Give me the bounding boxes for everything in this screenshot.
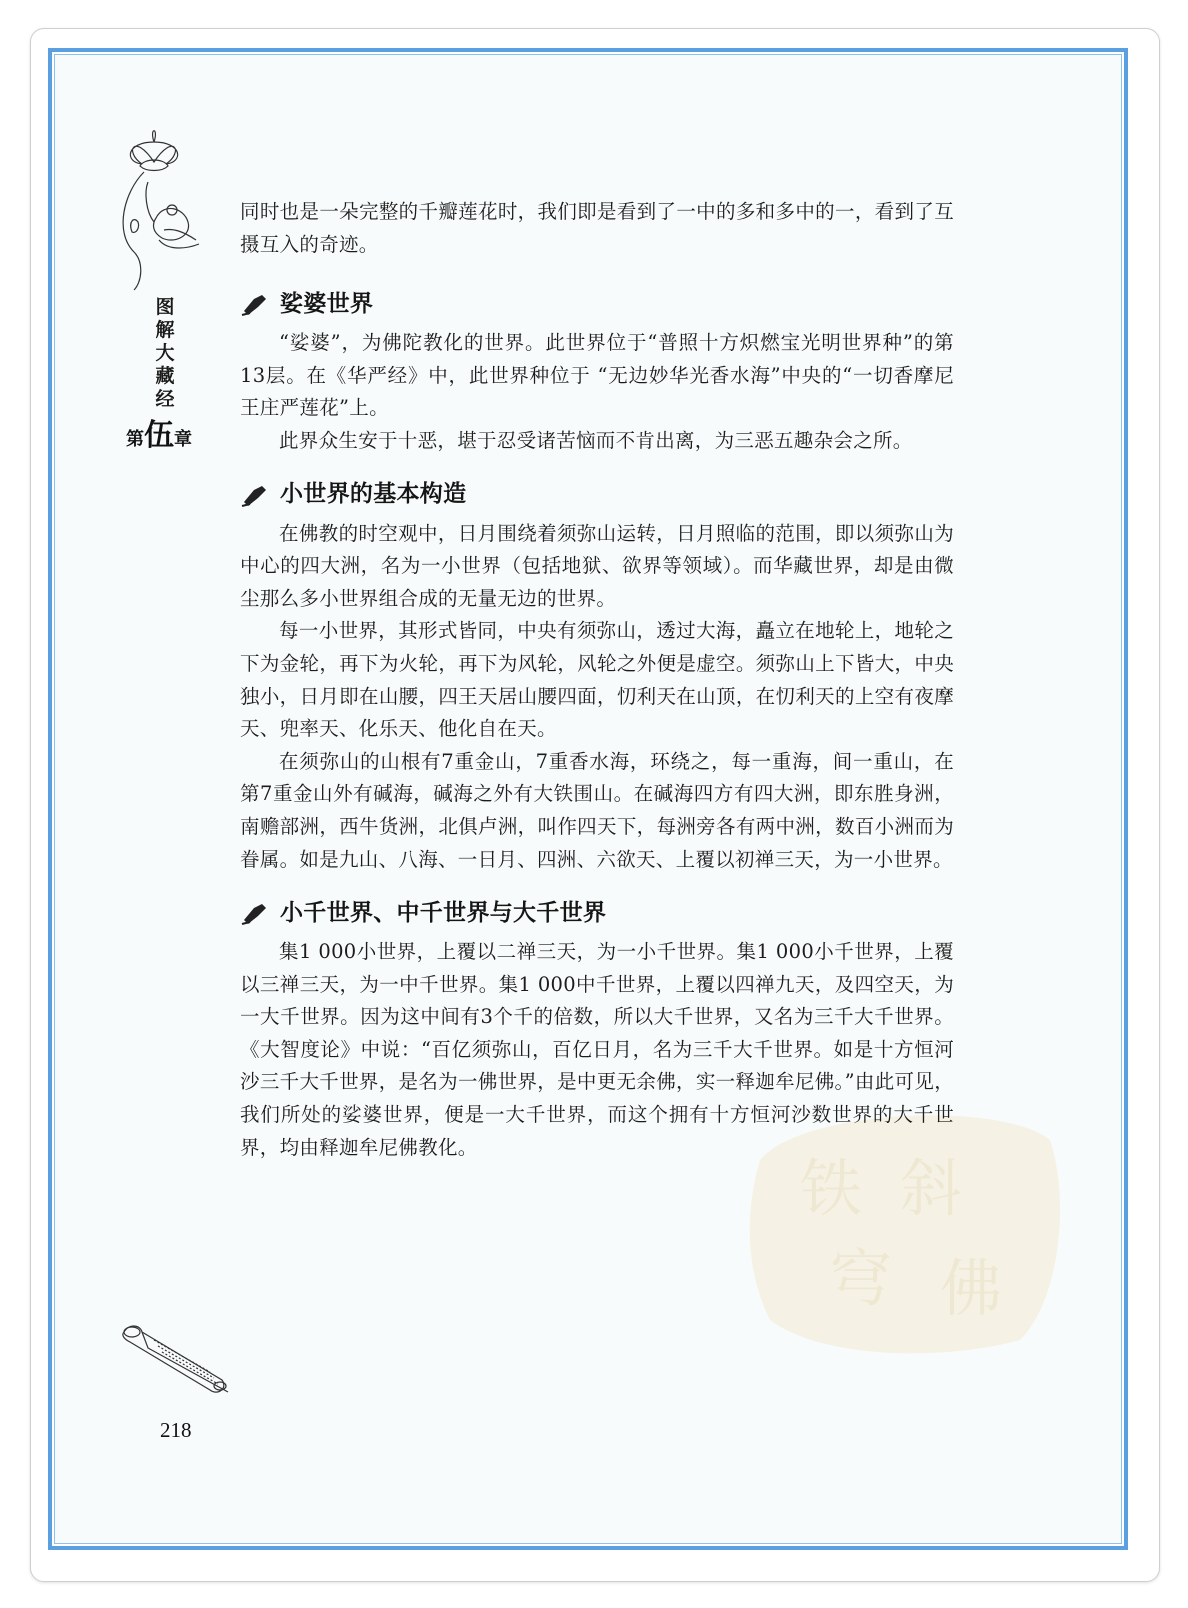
page-number: 218: [160, 1418, 192, 1442]
scroll-illustration: [118, 1318, 238, 1398]
book-title-vertical: [150, 296, 180, 411]
chapter-prefix: 第: [126, 429, 144, 450]
section-heading: [240, 896, 954, 930]
title-char: 图: [155, 296, 175, 318]
main-text: [240, 196, 954, 1164]
title-char: 解: [155, 319, 175, 341]
paragraph: 在须弥山的山根有7重金山，7重香水海，环绕之，每一重海，间一重山，在第7重金山外有碱海，碱海之外有大铁围山。在碱海四方有四大洲，即东胜身洲，南赡部洲，西牛货洲，北俱卢洲，叫作四天下，每洲旁各有两中洲，数百小洲而为眷属。如是九山、八海、一日月、四洲、六欲天、上覆以初禅三天，为一小世界。: [240, 749, 954, 871]
section-heading-text: 娑婆世界: [280, 290, 374, 317]
svg-text:佛: 佛: [940, 1252, 1003, 1325]
title-char: 藏: [155, 365, 175, 387]
paragraph: 此界众生安于十恶，堪于忍受诸苦恼而不肯出离，为三恶五趣杂会之所。: [279, 428, 913, 452]
brush-icon: [240, 900, 270, 926]
chapter-label: [126, 410, 206, 454]
section-heading: [240, 478, 954, 512]
section-heading-text: 小世界的基本构造: [280, 481, 467, 508]
svg-text:穹: 穹: [830, 1242, 893, 1315]
chapter-number: 伍: [144, 418, 174, 453]
brush-icon: [240, 291, 270, 317]
chapter-suffix: 章: [174, 429, 192, 450]
lotus-figure-illustration: [104, 122, 204, 292]
paragraph: “娑婆”，为佛陀教化的世界。此世界位于“普照十方炽燃宝光明世界种”的第13层。在《华严经》中，此世界种位于 “无边妙华光香水海”中央的“一切香摩尼王庄严莲花”上。: [240, 331, 954, 420]
paragraph: 集1 000小世界，上覆以二禅三天，为一小千世界。集1 000小千世界，上覆以三禅三天，为一中千世界。集1 000中千世界，上覆以四禅九天，及四空天，为一大千世界。因为这中间有3个千的倍数，所以大千世界，又名为三千大千世界。《大智度论》中说：“百亿须弥山，百亿日月，名为三千大千世界。如是十方恒河沙三千大千世界，是名为一佛世界，是中更无余佛，实一释迦牟尼佛。”由此可见，我们所处的娑婆世界，便是一大千世界，而这个拥有十方恒河沙数世界的大千世界，均由释迦牟尼佛教化。: [240, 940, 954, 1159]
svg-text:铁: 铁: [800, 1152, 863, 1225]
section-heading: [240, 287, 954, 321]
brush-icon: [240, 482, 270, 508]
paragraph: 在佛教的时空观中，日月围绕着须弥山运转，日月照临的范围，即以须弥山为中心的四大洲，名为一小世界（包括地狱、欲界等领域）。而华藏世界，却是由微尘那么多小世界组合成的无量无边的世界。: [240, 521, 954, 610]
title-char: 经: [155, 388, 175, 410]
section-heading-text: 小千世界、中千世界与大千世界: [280, 899, 607, 926]
intro-paragraph: 同时也是一朵完整的千瓣莲花时，我们即是看到了一中的多和多中的一，看到了互摄互入的奇迹。: [240, 200, 954, 256]
title-char: 大: [155, 342, 175, 364]
paragraph: 每一小世界，其形式皆同，中央有须弥山，透过大海，矗立在地轮上，地轮之下为金轮，再下为火轮，再下为风轮，风轮之外便是虚空。须弥山上下皆大，中央独小，日月即在山腰，四王天居山腰四面，忉利天在山顶，在忉利天的上空有夜摩天、兜率天、化乐天、他化自在天。: [240, 619, 954, 741]
svg-text:斜: 斜: [900, 1152, 963, 1225]
